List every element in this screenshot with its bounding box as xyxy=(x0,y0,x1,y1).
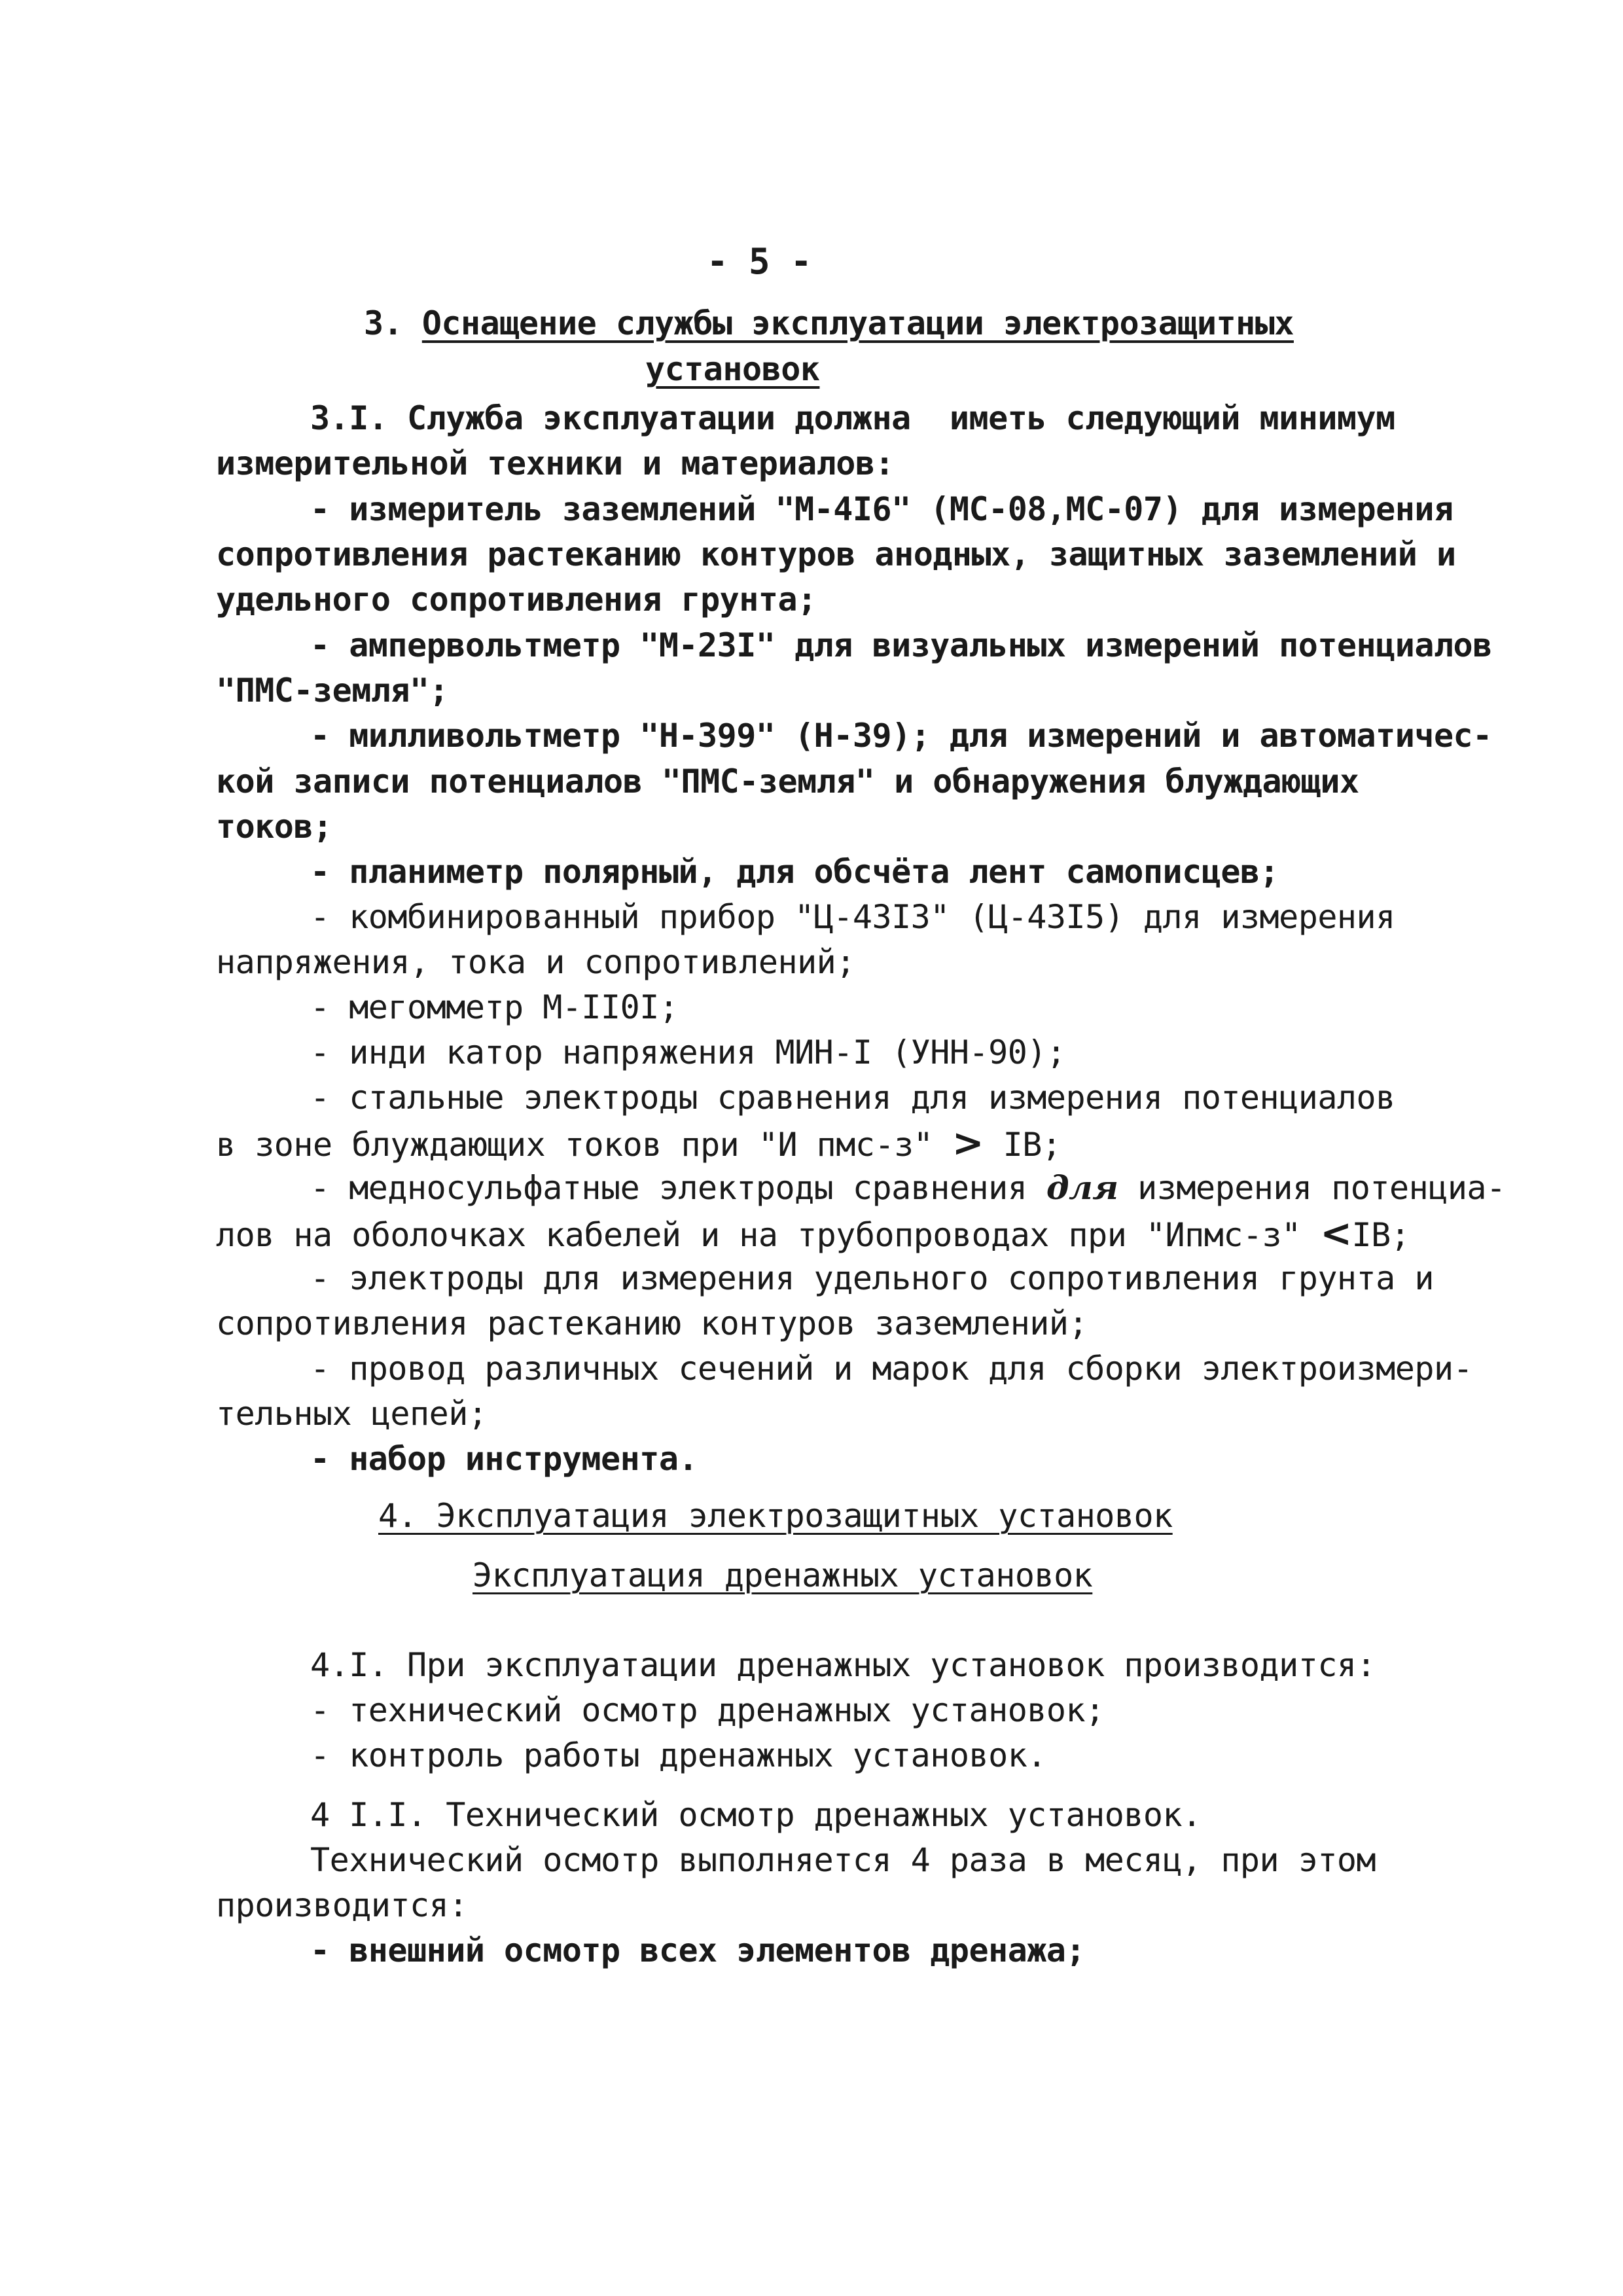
list-item-3-line-1: - милливольтметр "Н-399" (Н-39); для измерений и автоматичес- xyxy=(310,717,1492,755)
list-item-11-line-2: тельных цепей; xyxy=(216,1395,488,1433)
paragraph-4-1-1-item-1: - внешний осмотр всех элементов дренажа; xyxy=(310,1931,1086,1969)
list-item-1-line-3: удельного сопротивления грунта; xyxy=(216,581,817,619)
page-number: - 5 - xyxy=(707,241,812,282)
list-item-12-line-1: - набор инструмента. xyxy=(310,1440,698,1478)
list-item-8-line-2-end: IВ; xyxy=(984,1126,1061,1164)
section-4-heading: 4. Эксплуатация электрозащитных установок xyxy=(378,1497,1173,1535)
section-3-heading-title-line-2: установок xyxy=(645,350,820,388)
section-3-heading xyxy=(364,302,1294,344)
list-item-5-line-2: напряжения, тока и сопротивлений; xyxy=(216,943,855,981)
list-item-9-line-2 xyxy=(216,1212,1410,1256)
paragraph-3-1-line-1: 3.I. Служба эксплуатации должна иметь следующий минимум xyxy=(310,399,1395,437)
paragraph-4-1-item-1: - технический осмотр дренажных установок; xyxy=(310,1691,1105,1729)
list-item-2-line-1: - ампервольтметр "М-23I" для визуальных измерений потенциалов xyxy=(310,626,1492,664)
list-item-3-line-3: токов; xyxy=(216,808,332,846)
list-item-9-line-2-end: IВ; xyxy=(1351,1216,1410,1254)
paragraph-4-1-1-heading: 4 I.I. Технический осмотр дренажных установок. xyxy=(310,1796,1202,1834)
list-item-10-line-1: - электроды для измерения удельного сопротивления грунта и xyxy=(310,1259,1434,1297)
list-item-7-line-1: - инди катор напряжения МИН-I (УНН-90); xyxy=(310,1033,1066,1071)
paragraph-4-1-line-1: 4.I. При эксплуатации дренажных установок производится: xyxy=(310,1646,1376,1684)
list-item-8-line-2-text: в зоне блуждающих токов при "И пмс-з" xyxy=(216,1126,952,1164)
list-item-3-line-2: кой записи потенциалов "ПМС-земля" и обнаружения блуждающих xyxy=(216,762,1359,800)
section-3-heading-number: 3. xyxy=(364,304,422,342)
list-item-10-line-2: сопротивления растеканию контуров заземлений; xyxy=(216,1304,1088,1342)
list-item-2-line-2: "ПМС-земля"; xyxy=(216,672,449,709)
list-item-5-line-1: - комбинированный прибор "Ц-43I3" (Ц-43I5) для измерения xyxy=(310,898,1395,936)
paragraph-4-1-1-line-2: производится: xyxy=(216,1886,468,1924)
list-item-8-line-2 xyxy=(216,1122,1061,1166)
list-item-9-line-1-start: - медносульфатные электроды сравнения xyxy=(310,1169,1046,1207)
list-item-9-line-1-end: измерения потенциа- xyxy=(1118,1169,1506,1207)
list-item-11-line-1: - провод различных сечений и марок для сборки электроизмери- xyxy=(310,1350,1473,1388)
list-item-8-line-1: - стальные электроды сравнения для измерения потенциалов xyxy=(310,1079,1395,1117)
list-item-6-line-1: - мегомметр М-II0I; xyxy=(310,988,679,1026)
paragraph-4-1-item-2: - контроль работы дренажных установок. xyxy=(310,1736,1046,1774)
paragraph-4-1-1-line-1: Технический осмотр выполняется 4 раза в месяц, при этом xyxy=(310,1841,1376,1879)
handwritten-insertion: для xyxy=(1046,1168,1118,1207)
list-item-4-line-1: - планиметр полярный, для обсчёта лент самописцев; xyxy=(310,853,1279,891)
list-item-1-line-2: сопротивления растеканию контуров анодных, защитных заземлений и xyxy=(216,535,1456,573)
greater-than-symbol: > xyxy=(952,1121,984,1165)
list-item-9-line-2-text: лов на оболочках кабелей и на трубопроводах при "Ипмс-з" xyxy=(216,1216,1321,1254)
section-4-subheading: Эксплуатация дренажных установок xyxy=(473,1556,1093,1594)
paragraph-3-1-line-2: измерительной техники и материалов: xyxy=(216,444,895,482)
list-item-9-line-1 xyxy=(310,1167,1506,1209)
less-than-symbol: < xyxy=(1320,1211,1352,1255)
section-3-heading-title-line-1: Оснащение службы эксплуатации электрозащитных xyxy=(421,304,1294,342)
list-item-1-line-1: - измеритель заземлений "М-4I6" (МС-08,МС-07) для измерения xyxy=(310,490,1454,528)
